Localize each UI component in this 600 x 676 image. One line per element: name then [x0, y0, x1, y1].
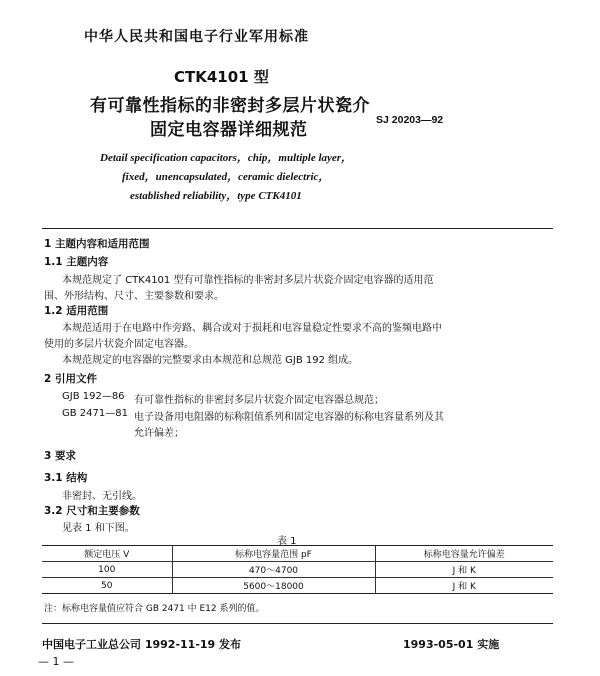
cell-capacitance-range: 470～4700	[172, 562, 375, 578]
reference-2-title-2: 允许偏差；	[134, 428, 184, 439]
section-1-2-text-3: 本规范规定的电容器的完整要求由本规范和总规范 GJB 192 组成。	[62, 355, 359, 366]
header-rated-voltage: 额定电压 V	[42, 546, 172, 562]
issuer-header: 中华人民共和国电子行业军用标准	[84, 29, 309, 45]
section-1-1-text-2: 围、外形结构、尺寸、主要参数和要求。	[44, 291, 224, 302]
standard-code: SJ 20203—92	[376, 114, 444, 126]
title-line-2: 固定电容器详细规范	[150, 120, 308, 140]
reference-1-code: GJB 192—86	[62, 391, 125, 402]
section-3-2-heading: 3.2 尺寸和主要参数	[44, 505, 140, 517]
issue-date: 中国电子工业总公司 1992-11-19 发布	[42, 638, 242, 651]
section-3-1-heading: 3.1 结构	[44, 472, 88, 484]
parameter-table	[42, 545, 553, 594]
header-capacitance-range: 标称电容量范围 pF	[172, 546, 375, 562]
cell-capacitance-range: 5600～18000	[172, 578, 375, 594]
cell-tolerance: J 和 K	[375, 578, 553, 594]
cell-tolerance: J 和 K	[375, 562, 553, 578]
english-title-line-1: Detail specification capacitors，chip，multiple layer，	[100, 152, 353, 164]
reference-1-title: 有可靠性指标的非密封多层片状瓷介固定电容器总规范；	[134, 395, 384, 406]
section-2-heading: 2 引用文件	[44, 373, 97, 385]
section-1-2-heading: 1.2 适用范围	[44, 305, 109, 317]
cell-voltage: 100	[42, 562, 172, 578]
page-number: — 1 —	[38, 655, 74, 668]
reference-2-title-1: 电子设备用电阻器的标称阻值系列和固定电容器的标称电容量系列及其	[134, 412, 444, 423]
english-title-line-2: fixed，unencapsulated，ceramic dielectric，	[122, 171, 330, 183]
table-row	[42, 562, 553, 578]
table-header-row	[42, 546, 553, 562]
effective-date: 1993-05-01 实施	[403, 638, 500, 651]
header-divider	[42, 228, 553, 229]
table-note: 注：标称电容量值应符合 GB 2471 中 E12 系列的值。	[44, 604, 265, 614]
header-tolerance: 标称电容量允许偏差	[375, 546, 553, 562]
title-line-1: 有可靠性指标的非密封多层片状瓷介	[90, 96, 370, 116]
cell-voltage: 50	[42, 578, 172, 594]
section-3-2-text: 见表 1 和下图。	[62, 523, 135, 534]
english-title-line-3: established reliability，type CTK4101	[130, 190, 302, 202]
section-1-2-text-1: 本规范适用于在电路中作旁路、耦合或对于损耗和电容量稳定性要求不高的鉴频电路中	[62, 323, 442, 334]
title-model: CTK4101 型	[174, 68, 269, 86]
table-caption: 表 1	[277, 536, 297, 547]
section-3-heading: 3 要求	[44, 450, 76, 462]
footer-divider	[42, 623, 553, 624]
section-1-2-text-2: 使用的多层片状瓷介固定电容器。	[44, 339, 194, 350]
section-3-1-text: 非密封、无引线。	[62, 491, 142, 502]
section-1-heading: 1 主题内容和适用范围	[44, 238, 150, 250]
reference-2-code: GB 2471—81	[62, 408, 128, 419]
section-1-1-text-1: 本规范规定了 CTK4101 型有可靠性指标的非密封多层片状瓷介固定电容器的适用范	[62, 275, 434, 286]
table-row	[42, 578, 553, 594]
section-1-1-heading: 1.1 主题内容	[44, 256, 109, 268]
